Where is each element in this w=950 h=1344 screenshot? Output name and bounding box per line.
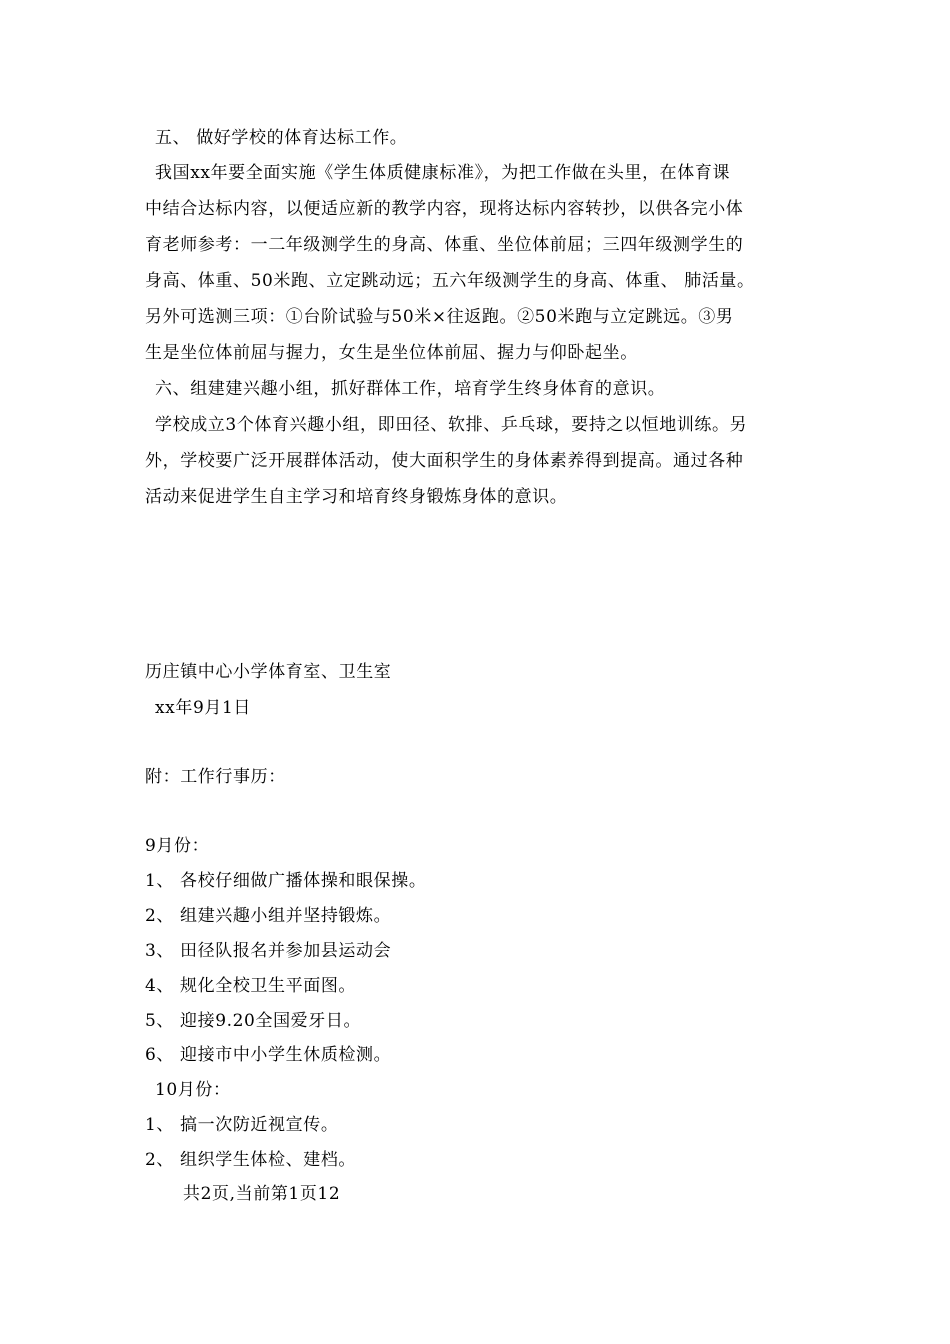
list-item: 2、 组建兴趣小组并坚持锻炼。: [145, 906, 392, 926]
section-6-paragraph-line: 学校成立3个体育兴趣小组，即田径、软排、乒乓球，要持之以恒地训练。另: [155, 415, 748, 435]
section-5-paragraph-line: 中结合达标内容，以便适应新的教学内容，现将达标内容转抄，以供各完小体: [145, 199, 744, 219]
list-item: 5、 迎接9.20全国爱牙日。: [145, 1011, 362, 1031]
section-6-heading: 六、组建建兴趣小组，抓好群体工作，培育学生终身体育的意识。: [155, 379, 666, 399]
list-item: 1、 搞一次防近视宣传。: [145, 1115, 339, 1135]
section-5-paragraph-line: 我国xx年要全面实施《学生体质健康标准》，为把工作做在头里，在体育课: [155, 163, 731, 183]
section-5-paragraph-line: 另外可选测三项：①台阶试验与50米×往返跑。②50米跑与立定跳远。③男: [145, 307, 734, 327]
list-item: 4、 规化全校卫生平面图。: [145, 976, 357, 996]
section-5-paragraph-line: 生是坐位体前屈与握力，女生是坐位体前屈、握力与仰卧起坐。: [145, 343, 638, 363]
list-item: 3、 田径队报名并参加县运动会: [145, 941, 392, 961]
list-item: 2、 组织学生体检、建档。: [145, 1150, 357, 1170]
section-6-paragraph-line: 活动来促进学生自主学习和培育终身锻炼身体的意识。: [145, 487, 568, 507]
list-item: 6、 迎接市中小学生休质检测。: [145, 1045, 392, 1065]
october-title: 10月份：: [155, 1080, 231, 1100]
signature-org: 历庄镇中心小学体育室、卫生室: [145, 662, 392, 682]
section-5-paragraph-line: 身高、体重、50米跑、立定跳动远；五六年级测学生的身高、体重、 肺活量。: [145, 271, 755, 291]
september-title: 9月份：: [145, 836, 210, 856]
appendix-title: 附：工作行事历：: [145, 767, 286, 787]
page-footer: 共2页,当前第1页12: [183, 1184, 341, 1204]
section-5-heading: 五、 做好学校的体育达标工作。: [155, 128, 408, 148]
section-5-paragraph-line: 育老师参考：一二年级测学生的身高、体重、坐位体前屈；三四年级测学生的: [145, 235, 744, 255]
signature-date: xx年9月1日: [155, 698, 252, 718]
section-6-paragraph-line: 外，学校要广泛开展群体活动，使大面积学生的身体素养得到提高。通过各种: [145, 451, 744, 471]
list-item: 1、 各校仔细做广播体操和眼保操。: [145, 871, 427, 891]
